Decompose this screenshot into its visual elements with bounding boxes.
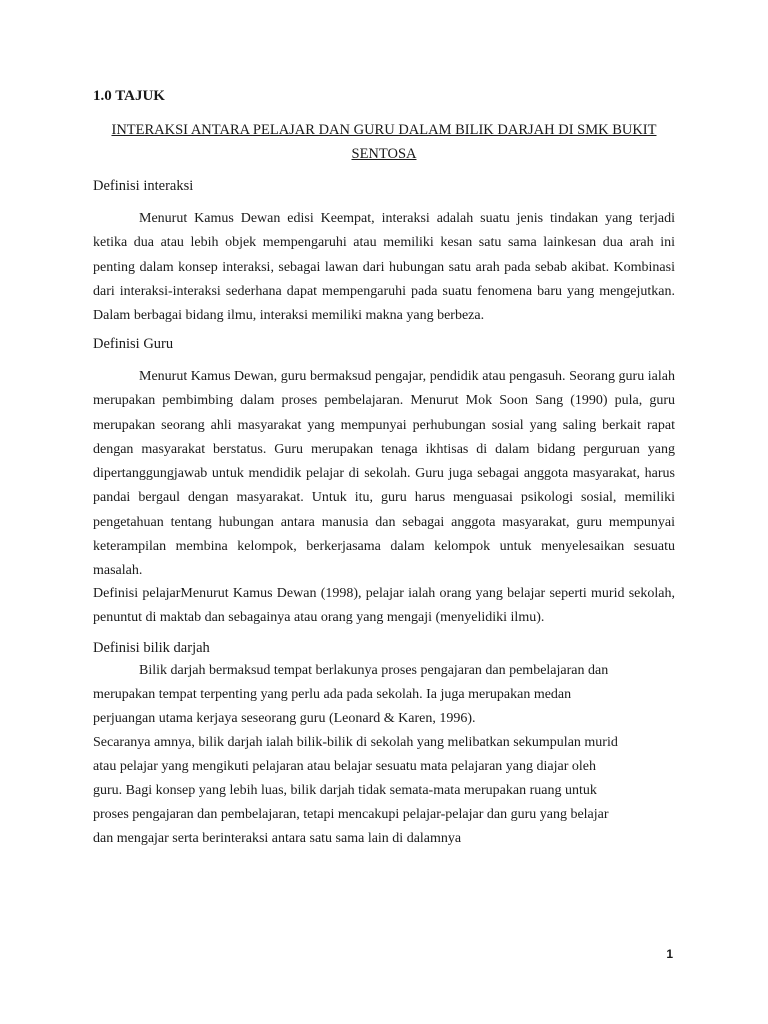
bilik-darjah-line: guru. Bagi konsep yang lebih luas, bilik darjah tidak semata-mata merupakan ruang untuk [93,783,597,798]
guru-heading: Definisi Guru [93,336,174,352]
section-heading: 1.0 TAJUK [93,88,165,104]
interaksi-heading: Definisi interaksi [93,178,194,194]
bilik-darjah-line: dan mengajar serta berinteraksi antara satu sama lain di dalamnya [93,831,462,846]
bilik-darjah-heading: Definisi bilik darjah [93,640,210,656]
pelajar-paragraph: Definisi pelajarMenurut Kamus Dewan (1998), pelajar ialah orang yang belajar seperti murid sekolah, penuntut di maktab dan sebagainya atau orang yang mengaji (menyelidiki ilmu). [93,586,675,626]
document-title-line-2: SENTOSA [351,146,417,162]
bilik-darjah-line: perjuangan utama kerjaya seseorang guru (Leonard & Karen, 1996). [93,711,476,726]
interaksi-paragraph [93,207,675,328]
bilik-darjah-line: merupakan tempat terpenting yang perlu ada pada sekolah. Ia juga merupakan medan [93,687,572,702]
bilik-darjah-line: Bilik darjah bermaksud tempat berlakunya proses pengajaran dan pembelajaran dan [139,663,609,678]
document-title-line-1: INTERAKSI ANTARA PELAJAR DAN GURU DALAM BILIK DARJAH DI SMK BUKIT [111,122,657,138]
guru-paragraph [93,365,675,584]
page-number: 1 [666,947,673,961]
bilik-darjah-line: Secaranya amnya, bilik darjah ialah bilik-bilik di sekolah yang melibatkan sekumpulan murid [93,735,618,750]
bilik-darjah-line: proses pengajaran dan pembelajaran, tetapi mencakupi pelajar-pelajar dan guru yang belajar [93,807,609,822]
interaksi-paragraph-text: Menurut Kamus Dewan edisi Keempat, interaksi adalah suatu jenis tindakan yang terjadi ketika dua atau lebih objek mempengaruhi atau memiliki kesan satu sama lainkesan dua arah ini penting dalam konsep interaksi, sebagai lawan dari hubungan satu arah pada sebab akibat. Kombinasi dari interaksi-interaksi sederhana dapat mempengaruhi pada suatu fenomena baru yang mengejutkan. Dalam berbagai bidang ilmu, interaksi memiliki makna yang berbeza. [93,211,675,324]
guru-paragraph-text: Menurut Kamus Dewan, guru bermaksud pengajar, pendidik atau pengasuh. Seorang guru ialah merupakan pembimbing dalam proses pembelajaran. Menurut Mok Soon Sang (1990) pula, guru merupakan seorang ahli masyarakat yang mempunyai perhubungan sosial yang saling berkait rapat dengan masyarakat berstatus. Guru merupakan tenaga ikhtisas di dalam bidang perguruan yang dipertanggungjawab untuk mendidik pelajar di sekolah. Guru juga sebagai anggota masyarakat, harus pandai bergaul dengan masyarakat. Untuk itu, guru harus menguasai psikologi sosial, memiliki pengetahuan tentang hubungan antara manusia dan sebagai anggota masyarakat, guru mempunyai keterampilan membina kelompok, berkerjasama dalam kelompok untuk menyelesaikan sesuatu masalah. [93,369,675,579]
bilik-darjah-line: atau pelajar yang mengikuti pelajaran atau belajar sesuatu mata pelajaran yang diajar oleh [93,759,596,774]
